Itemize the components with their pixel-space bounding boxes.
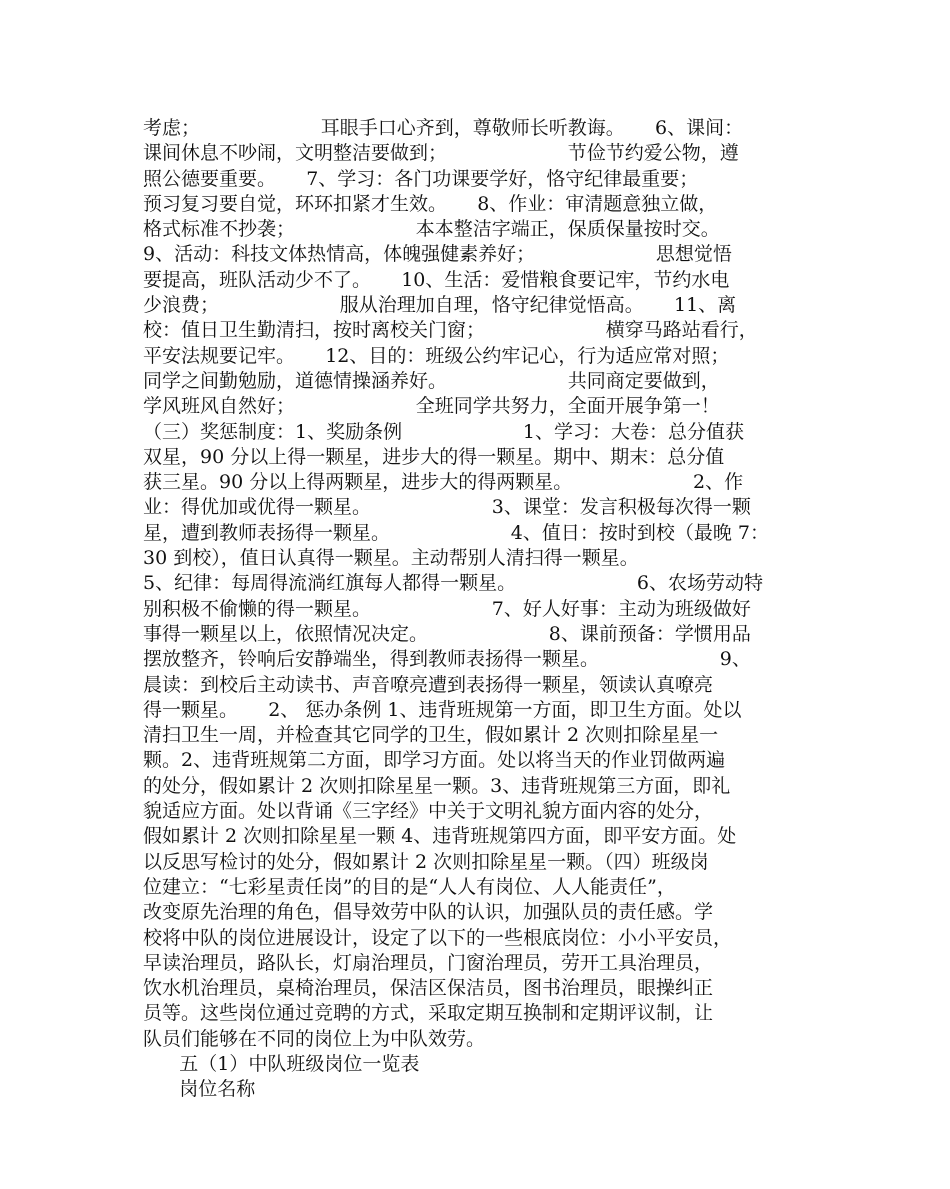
text-line: 获三星。90 分以上得两颗星，进步大的得两颗星。 2、作 xyxy=(143,471,744,494)
table-column-header: 岗位名称 xyxy=(143,1078,256,1101)
text-line: 摆放整齐，铃响后安静端坐，得到教师表扬得一颗星。 9、 xyxy=(143,648,751,671)
text-line: 5、纪律：每周得流淌红旗每人都得一颗星。 6、农场劳动特 xyxy=(143,572,763,595)
text-line: 晨读：到校后主动读书、声音嘹亮遭到表扬得一颗星，领读认真嘹亮 xyxy=(143,673,714,696)
text-line: 学风班风自然好； 全班同学共努力，全面开展争第一！ xyxy=(143,395,720,418)
text-line: （三）奖惩制度：1、奖励条例 1、学习：大卷：总分值获 xyxy=(143,420,744,443)
text-line: 照公德要重要。 7、学习：各门功课要学好，恪守纪律最重要； xyxy=(143,167,699,190)
text-line: 事得一颗星以上，依照情况决定。 8、课前预备：学惯用品 xyxy=(143,622,751,645)
text-line: 颗。2、违背班规第二方面，即学习方面。处以将当天的作业罚做两遍 xyxy=(143,749,726,772)
text-line: 别积极不偷懒的得一颗星。 7、好人好事：主动为班级做好 xyxy=(143,597,751,620)
text-line: 9、活动：科技文体热情高，体魄强健素养好； 思想觉悟 xyxy=(143,243,732,266)
text-line: 预习复习要自觉，环环扣紧才生效。 8、作业：审清题意独立做， xyxy=(143,192,718,215)
text-line: 以反思写检讨的处分，假如累计 2 次则扣除星星一颗。（四）班级岗 xyxy=(143,850,709,873)
text-line: 貌适应方面。处以背诵《三字经》中关于文明礼貌方面内容的处分， xyxy=(143,800,714,823)
text-line: 清扫卫生一周，并检查其它同学的卫生，假如累计 2 次则扣除星星一 xyxy=(143,724,719,747)
table-title: 五（1）中队班级岗位一览表 xyxy=(143,1052,420,1075)
text-line: 业：得优加或优得一颗星。 3、课堂：发言积极每次得一颗 xyxy=(143,496,751,519)
body-text xyxy=(143,116,823,1103)
text-line: 改变原先治理的角色，倡导效劳中队的认识，加强队员的责任感。学 xyxy=(143,901,714,924)
text-line: 格式标准不抄袭； 本本整洁字端正，保质保量按时交。 xyxy=(143,218,720,241)
text-line: 的处分，假如累计 2 次则扣除星星一颗。3、违背班规第三方面，即礼 xyxy=(143,774,731,797)
text-line: 要提高，班队活动少不了。 10、生活：爱惜粮食要记牢，节约水电 xyxy=(143,268,730,291)
text-line: 得一颗星。 2、 惩办条例 1、违背班规第一方面，即卫生方面。处以 xyxy=(143,698,742,721)
text-line: 早读治理员，路队长，灯扇治理员，门窗治理员，劳开工具治理员， xyxy=(143,951,714,974)
text-line: 校：值日卫生勤清扫，按时离校关门窗； 横穿马路站看行， xyxy=(143,319,758,342)
text-line: 假如累计 2 次则扣除星星一颗 4、违背班规第四方面，即平安方面。处 xyxy=(143,825,737,848)
text-line: 双星，90 分以上得一颗星，进步大的得一颗星。期中、期末：总分值 xyxy=(143,445,725,468)
text-line: 考虑； 耳眼手口心齐到，尊敬师长听教诲。 6、课间： xyxy=(143,117,744,139)
text-line: 校将中队的岗位进展设计，设定了以下的一些根底岗位：小小平安员， xyxy=(143,926,733,949)
text-line: 30 到校），值日认真得一颗星。主动帮别人清扫得一颗星。 xyxy=(143,547,639,570)
text-line: 饮水机治理员，桌椅治理员，保洁区保洁员，图书治理员，眼操纠正 xyxy=(143,977,714,1000)
text-line: 队员们能够在不同的岗位上为中队效劳。 xyxy=(143,1027,486,1050)
text-line: 少浪费； 服从治理加自理，恪守纪律觉悟高。 11、离 xyxy=(143,294,737,317)
text-line: 同学之间勤勉励，道德情操涵养好。 共同商定要做到， xyxy=(143,369,720,392)
text-line: 员等。这些岗位通过竞聘的方式，采取定期互换制和定期评议制，让 xyxy=(143,1002,714,1025)
text-line: 星，遭到教师表扬得一颗星。 4、值日：按时到校（最晚 7： xyxy=(143,521,770,544)
text-line: 平安法规要记牢。 12、目的：班级公约牢记心，行为适应常对照； xyxy=(143,344,730,367)
text-line: 课间休息不吵闹，文明整洁要做到； 节俭节约爱公物，遵 xyxy=(143,142,739,165)
text-line: 位建立：“七彩星责任岗”的目的是“人人有岗位、人人能责任”， xyxy=(143,875,676,898)
